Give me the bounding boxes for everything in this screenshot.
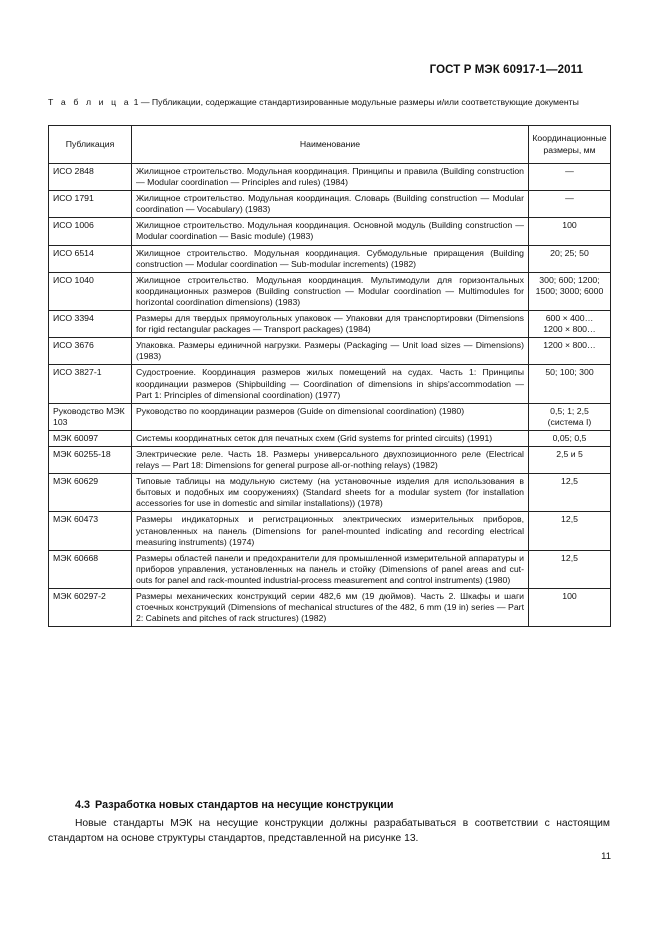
publication-cell: МЭК 60629 <box>49 474 132 512</box>
size-cell: 0,5; 1; 2,5 (система I) <box>529 403 611 430</box>
name-cell: Судостроение. Координация размеров жилых помещений на судах. Часть 1: Принципы координации размеров (Shipbuilding — Coordination of dimensions in ships'accommodation — Part 1: Principles of dimensional coordination) (1977) <box>132 365 529 403</box>
page-number: 11 <box>601 851 611 862</box>
publication-cell: МЭК 60097 <box>49 430 132 446</box>
size-cell: 50; 100; 300 <box>529 365 611 403</box>
size-cell: 100 <box>529 218 611 245</box>
name-cell: Системы координатных сеток для печатных схем (Grid systems for printed circuits) (1991) <box>132 430 529 446</box>
size-cell: 0,05; 0,5 <box>529 430 611 446</box>
section-heading <box>75 799 393 811</box>
name-cell: Размеры областей панели и предохранители для промышленной измерительной аппаратуры и приборов управления, установленных на панель и стойку (Dimensions of panel areas and cut-outs for panel and rack-mounted industrial-process measurement and control instruments) (1980) <box>132 550 529 588</box>
name-cell: Жилищное строительство. Модульная координация. Субмодульные приращения (Building construction — Modular coordination — Sub-modular increments) (1982) <box>132 245 529 272</box>
publication-cell: ИСО 2848 <box>49 164 132 191</box>
table-header-row <box>49 126 611 164</box>
publication-cell: МЭК 60255-18 <box>49 446 132 473</box>
name-cell: Руководство по координации размеров (Guide on dimensional coordination) (1980) <box>132 403 529 430</box>
document-code: ГОСТ Р МЭК 60917-1—2011 <box>429 64 583 76</box>
table-body <box>49 164 611 627</box>
table-row <box>49 512 611 550</box>
body-paragraph: Новые стандарты МЭК на несущие конструкции должны разрабатываться в соответствии с настоящим стандартом на основе структуры стандартов, представленной на рисунке 13. <box>48 818 610 844</box>
section-title: Разработка новых стандартов на несущие конструкции <box>95 799 394 811</box>
header-publication: Публикация <box>49 126 132 164</box>
name-cell: Размеры механических конструкций серии 482,6 мм (19 дюймов). Часть 2. Шкафы и шаги стоечных конструкций (Dimensions of mechanical structures of the 482, 6 mm (19 in) series — Part 2: Cabinets and pitches of rack structures) (1982) <box>132 589 529 627</box>
publication-cell: ИСО 3827-1 <box>49 365 132 403</box>
publication-cell: МЭК 60473 <box>49 512 132 550</box>
caption-text: — Публикации, содержащие стандартизированные модульные размеры и/или соответствующие документы <box>138 97 579 107</box>
table-row <box>49 245 611 272</box>
table-row <box>49 589 611 627</box>
section-number: 4.3 <box>75 799 91 811</box>
table-row <box>49 311 611 338</box>
publication-cell: МЭК 60668 <box>49 550 132 588</box>
publication-cell: ИСО 3394 <box>49 311 132 338</box>
size-cell: 300; 600; 1200; 1500; 3000; 6000 <box>529 272 611 310</box>
size-cell: 2,5 и 5 <box>529 446 611 473</box>
size-cell: — <box>529 164 611 191</box>
name-cell: Жилищное строительство. Модульная координация. Основной модуль (Building construction — Modular coordination — Basic module) (1983) <box>132 218 529 245</box>
table-row <box>49 218 611 245</box>
publication-cell: МЭК 60297-2 <box>49 589 132 627</box>
publication-cell: ИСО 1040 <box>49 272 132 310</box>
table-row <box>49 403 611 430</box>
name-cell: Электрические реле. Часть 18. Размеры универсального двухпозиционного реле (Electrical relays — Part 18: Dimensions for general purpose all-or-nothing relays) (1982) <box>132 446 529 473</box>
size-cell: 600 × 400… 1200 × 800… <box>529 311 611 338</box>
name-cell: Жилищное строительство. Модульная координация. Словарь (Building construction — Modular coordination — Vocabulary) (1983) <box>132 191 529 218</box>
publication-cell: ИСО 1006 <box>49 218 132 245</box>
table-row <box>49 430 611 446</box>
size-cell: 12,5 <box>529 512 611 550</box>
caption-number: 1 <box>133 97 139 107</box>
size-cell: 1200 × 800… <box>529 338 611 365</box>
name-cell: Типовые таблицы на модульную систему (на установочные изделия для использования в бытовых и подобных им сооружениях) (Standard sheets for a modular system (for installation accessories for use in domestic and similar installations)) (1978) <box>132 474 529 512</box>
publication-cell: Руководство МЭК 103 <box>49 403 132 430</box>
name-cell: Упаковка. Размеры единичной нагрузки. Размеры (Packaging — Unit load sizes — Dimensions) (1983) <box>132 338 529 365</box>
publication-cell: ИСО 3676 <box>49 338 132 365</box>
header-name: Наименование <box>132 126 529 164</box>
table-row <box>49 272 611 310</box>
header-sizes: Координационные размеры, мм <box>529 126 611 164</box>
table-row <box>49 365 611 403</box>
table-row <box>49 191 611 218</box>
table-row <box>49 474 611 512</box>
size-cell: — <box>529 191 611 218</box>
table-row <box>49 164 611 191</box>
publication-cell: ИСО 6514 <box>49 245 132 272</box>
caption-label: Т а б л и ц а <box>48 97 132 107</box>
table-caption <box>48 97 610 108</box>
size-cell: 12,5 <box>529 474 611 512</box>
table-row <box>49 550 611 588</box>
name-cell: Жилищное строительство. Модульная координация. Мультимодули для горизонтальных координационных размеров (Building construction — Modular coordination — Multimodules for horizontal coordination dimensions) (1983) <box>132 272 529 310</box>
name-cell: Жилищное строительство. Модульная координация. Принципы и правила (Building construction — Modular coordination — Principles and rules) (1984) <box>132 164 529 191</box>
publication-cell: ИСО 1791 <box>49 191 132 218</box>
table-row <box>49 338 611 365</box>
size-cell: 12,5 <box>529 550 611 588</box>
size-cell: 100 <box>529 589 611 627</box>
publications-table <box>48 125 611 627</box>
size-cell: 20; 25; 50 <box>529 245 611 272</box>
name-cell: Размеры для твердых прямоугольных упаковок — Упаковки для транспортировки (Dimensions for rigid rectangular packages — Transport packages) (1984) <box>132 311 529 338</box>
table-row <box>49 446 611 473</box>
name-cell: Размеры индикаторных и регистрационных электрических измерительных приборов, установленных на панель (Dimensions for panel-mounted indicating and recording electrical measuring instruments) (1974) <box>132 512 529 550</box>
